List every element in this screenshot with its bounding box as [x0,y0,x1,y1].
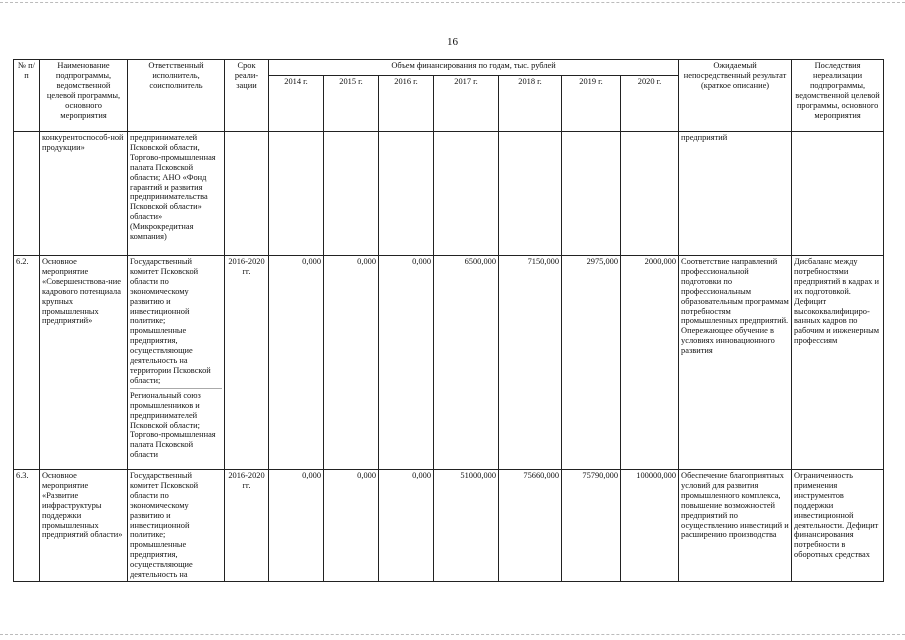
row-term: 2016-2020 гг. [225,256,269,470]
row-value-2020: 2000,000 [621,256,679,470]
row-executor: Государственный комитет Псковской области по экономическому развитию и инвестиционной политике; промышленные предприятия, осуществляющие деятельность на [128,470,225,582]
row-value-2015: 0,000 [324,256,379,470]
row-value-2016: 0,000 [379,256,434,470]
continuation-row [14,132,884,256]
row-value-2018: 75660,000 [499,470,562,582]
table-row [14,470,884,582]
row-value-2017: 51000,000 [434,470,499,582]
header-term: Срок реали-зации [225,60,269,132]
page-bottom-edge [0,634,905,636]
page-top-edge [0,2,905,4]
header-year-2017: 2017 г. [434,76,499,132]
cont-result: предприятий [679,132,792,256]
row-value-2017: 6500,000 [434,256,499,470]
row-executor-main: Государственный комитет Псковской области по экономическому развитию и инвестиционной политике; промышленные предприятия, осуществляющие деятельность на территории Псковской области; [130,257,211,385]
header-result: Ожидаемый непосредственный результат (краткое описание) [679,60,792,132]
table-row [14,256,884,470]
cont-executor: предпринимателей Псковской области, Торгово-промышленная палата Псковской области; АНО «Фонд гарантий и развития предпринимательства Псковской области» области» (Микрокредитная компания) [128,132,225,256]
row-name: Основное мероприятие «Развитие инфраструктуры поддержки промышленных предприятий области» [40,470,128,582]
cont-num [14,132,40,256]
row-value-2019: 2975,000 [562,256,621,470]
header-year-2016: 2016 г. [379,76,434,132]
header-year-2019: 2019 г. [562,76,621,132]
row-value-2020: 100000,000 [621,470,679,582]
row-term: 2016-2020 гг. [225,470,269,582]
header-year-2014: 2014 г. [269,76,324,132]
row-consequences: Дисбаланс между потребностями предприятий в кадрах и их подготовкой. Дефицит высококвалифициро-ванных кадров по рабочим и инженерным профессиям [792,256,884,470]
row-value-2016: 0,000 [379,470,434,582]
cont-name: конкурентоспособ-ной продукции» [40,132,128,256]
header-year-2018: 2018 г. [499,76,562,132]
header-year-2015: 2015 г. [324,76,379,132]
row-result: Соответствие направлений профессиональной подготовки по профессиональным образовательным программам потребностям промышленных предприятий. Опережающее обучение в условиях инновационного развития [679,256,792,470]
row-result: Обеспечение благоприятных условий для развития промышленного комплекса, повышение возможностей предприятий по осуществлению инвестиций и расширению производства [679,470,792,582]
header-num: № п/п [14,60,40,132]
row-num: 6.3. [14,470,40,582]
row-executor-extra: Региональный союз промышленников и предпринимателей Псковской области; Торгово-промышленная палата Псковской области [130,388,222,460]
row-value-2014: 0,000 [269,470,324,582]
row-value-2019: 75790,000 [562,470,621,582]
row-executor [128,256,225,470]
row-value-2015: 0,000 [324,470,379,582]
row-num: 6.2. [14,256,40,470]
row-consequences: Ограниченность применения инструментов поддержки инвестиционной деятельности. Дефицит финансирования потребности в оборотных средствах [792,470,884,582]
row-name: Основное мероприятие «Совершенствова-ние кадрового потенциала крупных промышленных предприятий» [40,256,128,470]
row-value-2018: 7150,000 [499,256,562,470]
page-number: 16 [447,36,458,48]
header-consequences: Последствия нереализации подпрограммы, ведомственной целевой программы, основного мероприятия [792,60,884,132]
header-funding: Объем финансирования по годам, тыс. рублей [269,60,679,76]
header-year-2020: 2020 г. [621,76,679,132]
header-row [14,60,884,76]
header-name: Наименование подпрограммы, ведомственной целевой программы, основного мероприятия [40,60,128,132]
header-executor: Ответственный исполнитель, соисполнитель [128,60,225,132]
financing-table [13,59,884,582]
row-value-2014: 0,000 [269,256,324,470]
